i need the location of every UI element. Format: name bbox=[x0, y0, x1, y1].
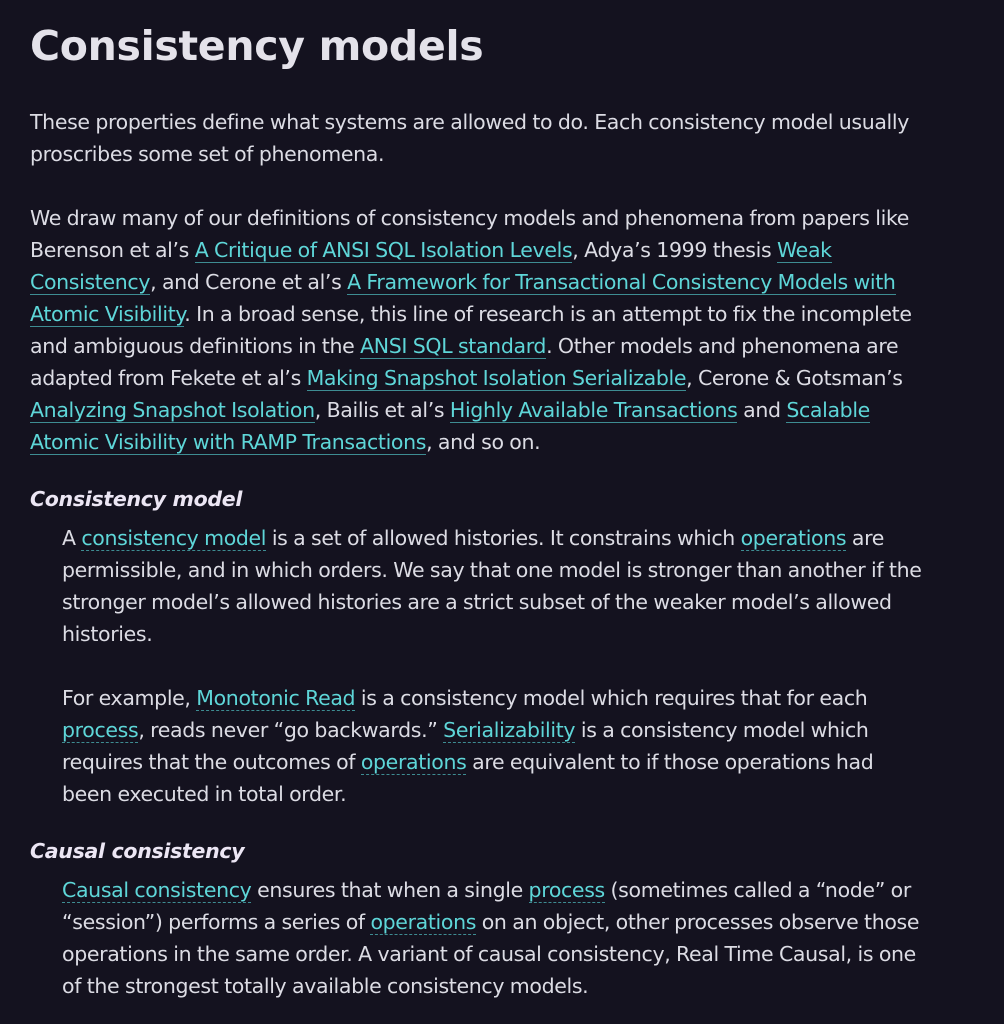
sources-paragraph bbox=[30, 202, 974, 458]
example-line bbox=[62, 746, 974, 778]
intro-line: These properties define what systems are allowed to do. Each consistency model usually bbox=[30, 110, 910, 134]
link-operations[interactable]: operations bbox=[740, 526, 847, 550]
sources-line bbox=[30, 266, 974, 298]
link-process[interactable]: process bbox=[528, 878, 605, 902]
text: . Other models and phenomena are bbox=[546, 334, 899, 358]
link-making-snapshot-isolation-serializable[interactable]: Making Snapshot Isolation Serializable bbox=[306, 366, 687, 390]
intro-paragraph bbox=[30, 106, 974, 170]
sources-line bbox=[30, 330, 974, 362]
consistency-model-definition bbox=[62, 522, 974, 650]
text: , reads never “go backwards.” bbox=[138, 718, 444, 742]
term-causal-consistency: Causal consistency bbox=[30, 839, 245, 863]
definition-line: histories. bbox=[62, 622, 153, 646]
text: , Bailis et al’s bbox=[314, 398, 450, 422]
link-transactional-framework[interactable]: A Framework for Transactional Consistency Models with bbox=[347, 270, 896, 294]
definition-line: permissible, and in which orders. We say that one model is stronger than another if the bbox=[62, 558, 922, 582]
sources-line bbox=[30, 394, 974, 426]
example-line bbox=[62, 682, 974, 714]
link-process[interactable]: process bbox=[62, 718, 139, 742]
link-consistency-model[interactable]: consistency model bbox=[81, 526, 267, 550]
sources-line bbox=[30, 426, 974, 458]
example-line: been executed in total order. bbox=[62, 782, 347, 806]
link-causal-consistency[interactable]: Causal consistency bbox=[62, 878, 252, 902]
consistency-model-example bbox=[62, 682, 974, 810]
text: is a consistency model which requires that for each bbox=[355, 686, 868, 710]
link-weak-consistency[interactable]: Consistency bbox=[30, 270, 151, 294]
page-title: Consistency models bbox=[30, 22, 484, 70]
link-ramp-transactions[interactable]: Scalable bbox=[786, 398, 870, 422]
sources-line bbox=[30, 362, 974, 394]
definition-line: stronger model’s allowed histories are a strict subset of the weaker model’s allowed bbox=[62, 590, 892, 614]
link-serializability[interactable]: Serializability bbox=[443, 718, 576, 742]
link-critique-ansi-sql[interactable]: A Critique of ANSI SQL Isolation Levels bbox=[194, 238, 573, 262]
sources-line bbox=[30, 298, 974, 330]
text: adapted from Fekete et al’s bbox=[30, 366, 307, 390]
text: A bbox=[62, 526, 82, 550]
intro-line: proscribes some set of phenomena. bbox=[30, 142, 385, 166]
text: , and Cerone et al’s bbox=[150, 270, 348, 294]
link-operations[interactable]: operations bbox=[360, 750, 467, 774]
text: is a set of allowed histories. It constrains which bbox=[266, 526, 741, 550]
text: requires that the outcomes of bbox=[62, 750, 361, 774]
link-ansi-sql-standard[interactable]: ANSI SQL standard bbox=[360, 334, 547, 358]
link-monotonic-read[interactable]: Monotonic Read bbox=[196, 686, 356, 710]
text: “session”) performs a series of bbox=[62, 910, 371, 934]
text: , Cerone & Gotsman’s bbox=[686, 366, 903, 390]
link-weak-consistency[interactable]: Weak bbox=[776, 238, 832, 262]
sources-line bbox=[30, 234, 974, 266]
sources-line: We draw many of our definitions of consistency models and phenomena from papers like bbox=[30, 206, 910, 230]
text: ensures that when a single bbox=[251, 878, 529, 902]
text: and bbox=[737, 398, 787, 422]
text: , and so on. bbox=[426, 430, 541, 454]
link-transactional-framework[interactable]: Atomic Visibility bbox=[30, 302, 185, 326]
definition-line: operations in the same order. A variant of causal consistency, Real Time Causal, is one bbox=[62, 942, 916, 966]
definition-line bbox=[62, 906, 974, 938]
text: on an object, other processes observe those bbox=[476, 910, 920, 934]
link-analyzing-snapshot-isolation[interactable]: Analyzing Snapshot Isolation bbox=[30, 398, 315, 422]
text: and ambiguous definitions in the bbox=[30, 334, 361, 358]
text: (sometimes called a “node” or bbox=[604, 878, 911, 902]
definition-line bbox=[62, 874, 974, 906]
link-highly-available-transactions[interactable]: Highly Available Transactions bbox=[449, 398, 738, 422]
text: are bbox=[846, 526, 884, 550]
definition-line bbox=[62, 522, 974, 554]
text: is a consistency model which bbox=[575, 718, 869, 742]
text: For example, bbox=[62, 686, 197, 710]
text: Berenson et al’s bbox=[30, 238, 195, 262]
link-ramp-transactions[interactable]: Atomic Visibility with RAMP Transactions bbox=[30, 430, 427, 454]
example-line bbox=[62, 714, 974, 746]
definition-line: of the strongest totally available consistency models. bbox=[62, 974, 589, 998]
term-consistency-model: Consistency model bbox=[30, 487, 243, 511]
text: , Adya’s 1999 thesis bbox=[572, 238, 777, 262]
link-operations[interactable]: operations bbox=[370, 910, 477, 934]
causal-consistency-definition bbox=[62, 874, 974, 1002]
text: are equivalent to if those operations had bbox=[466, 750, 874, 774]
text: . In a broad sense, this line of research is an attempt to fix the incomplete bbox=[184, 302, 912, 326]
